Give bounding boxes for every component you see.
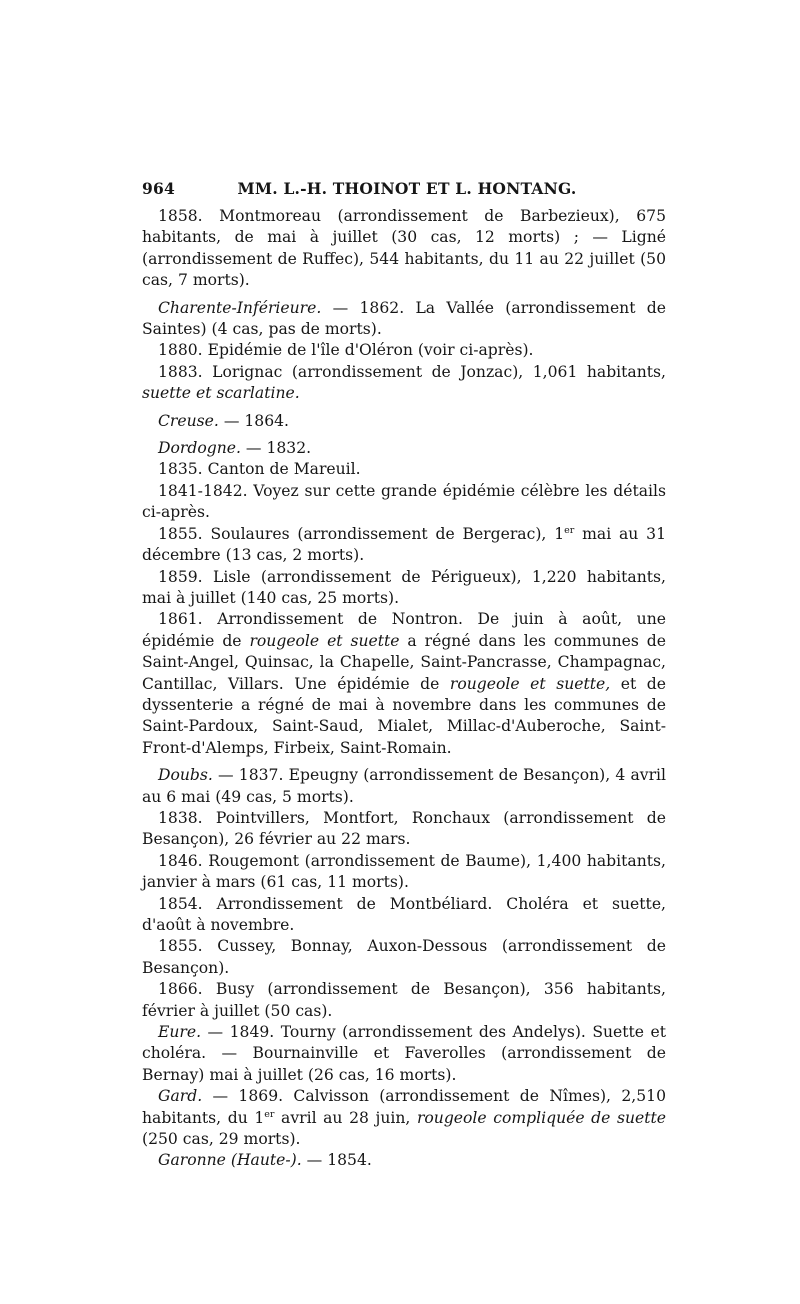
text-run: 1838. Pointvillers, Montfort, Ronchaux (arrondissement de Besançon), 26 février au 22 mars. [142,808,666,849]
text-run: — 1832. [240,439,312,458]
text-run: — 1837. Epeugny (arrondissement de Besançon), 4 avril au 6 mai (49 cas, 5 morts). [142,766,666,806]
superscript-text: er [564,524,575,536]
page-header [142,178,666,200]
text-run: — 1862. La Vallée (arrondissement de Saintes) (4 cas, pas de morts). [142,298,666,339]
text-run: et de dyssenterie a régné de mai à novembre dans les communes de Saint-Pardoux, Saint-Saud, Mialet, Millac-d'Auberoche, Saint-Front-d'Alemps, Firbeix, Saint-Romain. [142,674,666,757]
text-run: 1858. Montmoreau (arrondissement de Barbezieux), 675 habitants, de mai à juillet (30 cas, 12 morts) ; — Ligné (arrondissement de Ruffec), 544 habitants, du 11 au 22 juillet (50 cas, 7 morts). [142,207,666,290]
entry-paragraph [142,609,666,759]
text-run: 1835. Canton de Mareuil. [158,460,361,479]
italic-text: rougeole et suette [249,631,400,650]
italic-text: rougeole et suette, [449,674,611,693]
superscript-text: er [264,1108,275,1120]
text-run: 1841-1842. Voyez sur cette grande épidémie célèbre les détails ci-après. [142,481,666,522]
running-title: MM. L.-H. THOINOT ET L. HONTANG. [237,179,577,198]
text-run: — 1849. Tourny (arrondissement des Andelys). Suette et choléra. — Bournainville et Faverolles (arrondissement de Bernay) mai à juillet (26 cas, 16 morts). [142,1023,666,1084]
italic-text: suette et scarlatine. [142,384,300,403]
entries-text [142,206,666,1172]
text-run: (250 cas, 29 morts). [142,1130,301,1149]
text-run: — 1854. [301,1151,372,1170]
text-run: 1880. Epidémie de l'île d'Oléron (voir ci-après). [158,341,534,360]
entry-paragraph [142,979,666,1022]
entry-paragraph [142,936,666,979]
italic-text: Creuse. [158,411,219,430]
entry-paragraph [142,851,666,894]
text-run: 1861. Arrondissement de Nontron. De juin à août, une épidémie de [142,610,666,650]
entry-paragraph [142,298,666,341]
italic-text: Doubs. [158,766,213,785]
italic-text: Garonne (Haute-). [158,1151,302,1170]
entry-paragraph [142,340,666,361]
text-run: a régné dans les communes de Saint-Angel, Quinsac, la Chapelle, Saint-Pancrasse, Champagnac, Cantillac, Villars. Une épidémie de [142,631,666,693]
text-run: 1866. Busy (arrondissement de Besançon), 356 habitants, février à juillet (50 cas). [142,980,666,1020]
entry-paragraph [142,1150,666,1171]
text-run: mai au 31 décembre (13 cas, 2 morts). [142,524,667,565]
entry-paragraph [142,894,666,937]
text-run: 1854. Arrondissement de Montbéliard. Choléra et suette, d'août à novembre. [142,894,666,934]
entry-paragraph [142,567,666,610]
text-run: avril au 28 juin, [274,1108,417,1127]
entry-paragraph [142,1022,666,1086]
italic-text: Dordogne. [158,439,241,458]
entry-paragraph [142,808,666,851]
entry-paragraph [142,362,666,405]
entry-paragraph [142,765,666,808]
text-run: 1859. Lisle (arrondissement de Périgueux), 1,220 habitants, mai à juillet (140 cas, 25 morts). [142,567,666,607]
italic-text: rougeole compliquée de suette [416,1108,666,1127]
entry-paragraph [142,524,666,567]
text-run: — 1869. Calvisson (arrondissement de Nîmes), 2,510 habitants, du 1 [142,1087,666,1127]
text-run: 1855. Soulaures (arrondissement de Bergerac), 1 [158,524,565,543]
text-run: — 1864. [218,411,290,430]
entry-paragraph [142,481,666,524]
entry-paragraph [142,438,666,459]
italic-text: Eure. [158,1023,202,1042]
italic-text: Gard. [158,1087,203,1106]
entry-paragraph [142,1086,666,1150]
entry-paragraph [142,411,666,432]
entry-paragraph [142,459,666,480]
italic-text: Charente-Inférieure. [158,298,322,317]
text-run: 1883. Lorignac (arrondissement de Jonzac), 1,061 habitants, [158,362,666,381]
book-page [142,178,666,1172]
text-run: 1855. Cussey, Bonnay, Auxon-Dessous (arrondissement de Besançon). [142,937,666,977]
entry-paragraph [142,206,666,292]
page-number: 964 [142,179,175,198]
text-run: 1846. Rougemont (arrondissement de Baume), 1,400 habitants, janvier à mars (61 cas, 11 morts). [142,851,666,892]
